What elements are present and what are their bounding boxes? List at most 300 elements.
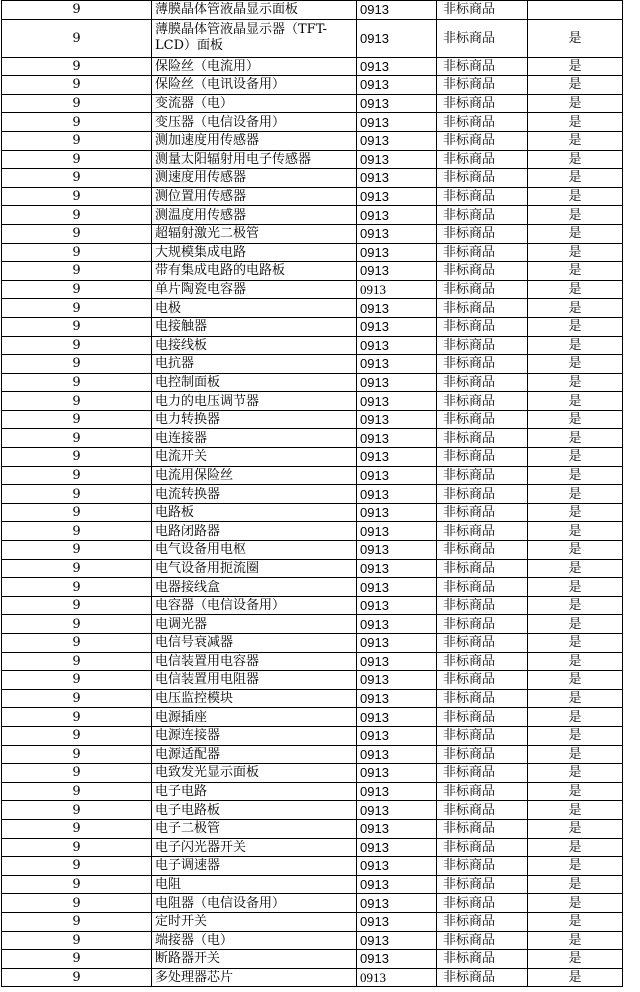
product-name-cell: 测速度用传感器 — [152, 169, 357, 188]
table-row — [2, 150, 623, 169]
flag-cell: 是 — [528, 522, 623, 541]
category-cell: 非标商品 — [437, 485, 528, 504]
chapter-cell: 9 — [2, 187, 152, 206]
category-cell: 非标商品 — [437, 875, 528, 894]
chapter-cell: 9 — [2, 392, 152, 411]
product-name-cell: 电气设备用电枢 — [152, 541, 357, 560]
category-cell: 非标商品 — [437, 764, 528, 783]
flag-cell: 是 — [528, 931, 623, 950]
flag-cell: 是 — [528, 485, 623, 504]
category-cell: 非标商品 — [437, 541, 528, 560]
product-name-cell: 薄膜晶体管液晶显示面板 — [152, 1, 357, 20]
flag-cell: 是 — [528, 466, 623, 485]
flag-cell: 是 — [528, 541, 623, 560]
flag-cell: 是 — [528, 262, 623, 281]
code-cell: 0913 — [357, 262, 437, 281]
table-row — [2, 596, 623, 615]
chapter-cell: 9 — [2, 745, 152, 764]
table-row — [2, 131, 623, 150]
product-name-cell: 保险丝（电讯设备用） — [152, 76, 357, 95]
table-row — [2, 522, 623, 541]
code-cell: 0913 — [357, 634, 437, 653]
code-cell: 0913 — [357, 206, 437, 225]
chapter-cell: 9 — [2, 76, 152, 95]
flag-cell: 是 — [528, 875, 623, 894]
product-name-cell: 电流开关 — [152, 448, 357, 467]
category-cell: 非标商品 — [437, 94, 528, 113]
table-row — [2, 429, 623, 448]
product-name-cell: 电信号衰减器 — [152, 634, 357, 653]
product-name-cell: 保险丝（电流用） — [152, 57, 357, 76]
product-name-cell: 电致发光显示面板 — [152, 764, 357, 783]
category-cell: 非标商品 — [437, 373, 528, 392]
flag-cell: 是 — [528, 503, 623, 522]
category-cell: 非标商品 — [437, 894, 528, 913]
category-cell: 非标商品 — [437, 466, 528, 485]
flag-cell: 是 — [528, 726, 623, 745]
category-cell: 非标商品 — [437, 726, 528, 745]
table-row — [2, 745, 623, 764]
flag-cell: 是 — [528, 57, 623, 76]
chapter-cell: 9 — [2, 950, 152, 969]
table-row — [2, 113, 623, 132]
code-cell: 0913 — [357, 819, 437, 838]
product-name-cell: 电接线板 — [152, 336, 357, 355]
table-row — [2, 782, 623, 801]
product-name-cell: 电阻器（电信设备用） — [152, 894, 357, 913]
table-row — [2, 894, 623, 913]
product-name-cell: 电子电路板 — [152, 801, 357, 820]
flag-cell: 是 — [528, 764, 623, 783]
category-cell: 非标商品 — [437, 782, 528, 801]
flag-cell: 是 — [528, 689, 623, 708]
product-name-cell: 电力的电压调节器 — [152, 392, 357, 411]
code-cell: 0913 — [357, 410, 437, 429]
chapter-cell: 9 — [2, 94, 152, 113]
table-row — [2, 76, 623, 95]
category-cell: 非标商品 — [437, 336, 528, 355]
table-row — [2, 373, 623, 392]
chapter-cell: 9 — [2, 894, 152, 913]
chapter-cell: 9 — [2, 57, 152, 76]
chapter-cell: 9 — [2, 317, 152, 336]
table-row — [2, 968, 623, 987]
flag-cell — [528, 1, 623, 20]
code-cell: 0913 — [357, 150, 437, 169]
code-cell: 0913 — [357, 503, 437, 522]
flag-cell: 是 — [528, 224, 623, 243]
code-cell: 0913 — [357, 1, 437, 20]
code-cell: 0913 — [357, 485, 437, 504]
category-cell: 非标商品 — [437, 57, 528, 76]
category-cell: 非标商品 — [437, 224, 528, 243]
chapter-cell: 9 — [2, 838, 152, 857]
table-row — [2, 243, 623, 262]
code-cell: 0913 — [357, 76, 437, 95]
code-cell: 0913 — [357, 596, 437, 615]
table-row — [2, 838, 623, 857]
product-name-cell: 电源插座 — [152, 708, 357, 727]
chapter-cell: 9 — [2, 448, 152, 467]
code-cell: 0913 — [357, 968, 437, 987]
flag-cell: 是 — [528, 950, 623, 969]
category-cell: 非标商品 — [437, 150, 528, 169]
product-name-cell: 测位置用传感器 — [152, 187, 357, 206]
code-cell: 0913 — [357, 894, 437, 913]
goods-table — [1, 0, 623, 987]
chapter-cell: 9 — [2, 726, 152, 745]
category-cell: 非标商品 — [437, 113, 528, 132]
category-cell: 非标商品 — [437, 950, 528, 969]
category-cell: 非标商品 — [437, 745, 528, 764]
code-cell: 0913 — [357, 131, 437, 150]
table-row — [2, 19, 623, 57]
table-row — [2, 336, 623, 355]
chapter-cell: 9 — [2, 206, 152, 225]
code-cell: 0913 — [357, 541, 437, 560]
code-cell: 0913 — [357, 931, 437, 950]
table-row — [2, 615, 623, 634]
code-cell: 0913 — [357, 689, 437, 708]
code-cell: 0913 — [357, 113, 437, 132]
product-name-cell: 超辐射激光二极管 — [152, 224, 357, 243]
table-row — [2, 708, 623, 727]
category-cell: 非标商品 — [437, 1, 528, 20]
category-cell: 非标商品 — [437, 615, 528, 634]
table-row — [2, 931, 623, 950]
flag-cell: 是 — [528, 671, 623, 690]
category-cell: 非标商品 — [437, 262, 528, 281]
table-row — [2, 410, 623, 429]
code-cell: 0913 — [357, 243, 437, 262]
code-cell: 0913 — [357, 373, 437, 392]
table-row — [2, 634, 623, 653]
code-cell: 0913 — [357, 299, 437, 318]
chapter-cell: 9 — [2, 708, 152, 727]
category-cell: 非标商品 — [437, 355, 528, 374]
code-cell: 0913 — [357, 615, 437, 634]
product-name-cell: 电控制面板 — [152, 373, 357, 392]
chapter-cell: 9 — [2, 429, 152, 448]
code-cell: 0913 — [357, 857, 437, 876]
chapter-cell: 9 — [2, 912, 152, 931]
chapter-cell: 9 — [2, 336, 152, 355]
flag-cell: 是 — [528, 280, 623, 299]
flag-cell: 是 — [528, 429, 623, 448]
table-row — [2, 57, 623, 76]
chapter-cell: 9 — [2, 559, 152, 578]
category-cell: 非标商品 — [437, 187, 528, 206]
category-cell: 非标商品 — [437, 243, 528, 262]
code-cell: 0913 — [357, 875, 437, 894]
chapter-cell: 9 — [2, 131, 152, 150]
code-cell: 0913 — [357, 522, 437, 541]
table-row — [2, 541, 623, 560]
category-cell: 非标商品 — [437, 819, 528, 838]
chapter-cell: 9 — [2, 819, 152, 838]
table-row — [2, 950, 623, 969]
table-row — [2, 299, 623, 318]
product-name-cell: 电调光器 — [152, 615, 357, 634]
product-name-cell: 多处理器芯片 — [152, 968, 357, 987]
product-name-cell: 电压监控模块 — [152, 689, 357, 708]
product-name-cell: 电子调速器 — [152, 857, 357, 876]
table-row — [2, 652, 623, 671]
flag-cell: 是 — [528, 187, 623, 206]
code-cell: 0913 — [357, 317, 437, 336]
flag-cell: 是 — [528, 782, 623, 801]
table-row — [2, 689, 623, 708]
flag-cell: 是 — [528, 131, 623, 150]
code-cell: 0913 — [357, 708, 437, 727]
flag-cell: 是 — [528, 857, 623, 876]
product-name-cell: 测量太阳辐射用电子传感器 — [152, 150, 357, 169]
table-row — [2, 875, 623, 894]
code-cell: 0913 — [357, 94, 437, 113]
product-name-cell: 电子闪光器开关 — [152, 838, 357, 857]
chapter-cell: 9 — [2, 522, 152, 541]
product-name-cell: 单片陶瓷电容器 — [152, 280, 357, 299]
code-cell: 0913 — [357, 224, 437, 243]
code-cell: 0913 — [357, 671, 437, 690]
product-name-cell: 电流转换器 — [152, 485, 357, 504]
code-cell: 0913 — [357, 726, 437, 745]
flag-cell: 是 — [528, 169, 623, 188]
flag-cell: 是 — [528, 894, 623, 913]
product-name-cell: 大规模集成电路 — [152, 243, 357, 262]
table-row — [2, 578, 623, 597]
category-cell: 非标商品 — [437, 559, 528, 578]
product-name-cell: 电接触器 — [152, 317, 357, 336]
flag-cell: 是 — [528, 596, 623, 615]
code-cell: 0913 — [357, 169, 437, 188]
flag-cell: 是 — [528, 392, 623, 411]
flag-cell: 是 — [528, 19, 623, 57]
chapter-cell: 9 — [2, 150, 152, 169]
chapter-cell: 9 — [2, 1, 152, 20]
flag-cell: 是 — [528, 76, 623, 95]
product-name-cell: 电抗器 — [152, 355, 357, 374]
table-row — [2, 671, 623, 690]
code-cell: 0913 — [357, 57, 437, 76]
product-name-cell: 薄膜晶体管液晶显示器（TFT-LCD）面板 — [152, 19, 357, 57]
chapter-cell: 9 — [2, 19, 152, 57]
code-cell: 0913 — [357, 392, 437, 411]
category-cell: 非标商品 — [437, 857, 528, 876]
product-name-cell: 电路闭路器 — [152, 522, 357, 541]
table-row — [2, 801, 623, 820]
flag-cell: 是 — [528, 838, 623, 857]
table-row — [2, 280, 623, 299]
chapter-cell: 9 — [2, 485, 152, 504]
code-cell: 0913 — [357, 336, 437, 355]
chapter-cell: 9 — [2, 652, 152, 671]
category-cell: 非标商品 — [437, 19, 528, 57]
category-cell: 非标商品 — [437, 968, 528, 987]
chapter-cell: 9 — [2, 410, 152, 429]
chapter-cell: 9 — [2, 113, 152, 132]
category-cell: 非标商品 — [437, 578, 528, 597]
code-cell: 0913 — [357, 355, 437, 374]
flag-cell: 是 — [528, 708, 623, 727]
code-cell: 0913 — [357, 912, 437, 931]
product-name-cell: 电连接器 — [152, 429, 357, 448]
category-cell: 非标商品 — [437, 671, 528, 690]
chapter-cell: 9 — [2, 596, 152, 615]
chapter-cell: 9 — [2, 689, 152, 708]
flag-cell: 是 — [528, 819, 623, 838]
flag-cell: 是 — [528, 912, 623, 931]
flag-cell: 是 — [528, 634, 623, 653]
code-cell: 0913 — [357, 280, 437, 299]
code-cell: 0913 — [357, 745, 437, 764]
category-cell: 非标商品 — [437, 634, 528, 653]
table-row — [2, 94, 623, 113]
table-row — [2, 559, 623, 578]
code-cell: 0913 — [357, 652, 437, 671]
flag-cell: 是 — [528, 410, 623, 429]
flag-cell: 是 — [528, 373, 623, 392]
table-row — [2, 466, 623, 485]
code-cell: 0913 — [357, 429, 437, 448]
flag-cell: 是 — [528, 243, 623, 262]
product-name-cell: 电信装置用电容器 — [152, 652, 357, 671]
code-cell: 0913 — [357, 838, 437, 857]
flag-cell: 是 — [528, 968, 623, 987]
table-row — [2, 857, 623, 876]
category-cell: 非标商品 — [437, 596, 528, 615]
category-cell: 非标商品 — [437, 169, 528, 188]
category-cell: 非标商品 — [437, 689, 528, 708]
chapter-cell: 9 — [2, 224, 152, 243]
category-cell: 非标商品 — [437, 801, 528, 820]
code-cell: 0913 — [357, 578, 437, 597]
product-name-cell: 变压器（电信设备用） — [152, 113, 357, 132]
table-row — [2, 503, 623, 522]
table-row — [2, 726, 623, 745]
category-cell: 非标商品 — [437, 317, 528, 336]
product-name-cell: 端接器（电） — [152, 931, 357, 950]
product-name-cell: 电源连接器 — [152, 726, 357, 745]
product-name-cell: 电子二极管 — [152, 819, 357, 838]
category-cell: 非标商品 — [437, 410, 528, 429]
chapter-cell: 9 — [2, 671, 152, 690]
table-row — [2, 317, 623, 336]
category-cell: 非标商品 — [437, 448, 528, 467]
chapter-cell: 9 — [2, 634, 152, 653]
chapter-cell: 9 — [2, 782, 152, 801]
flag-cell: 是 — [528, 113, 623, 132]
product-name-cell: 电流用保险丝 — [152, 466, 357, 485]
product-name-cell: 断路器开关 — [152, 950, 357, 969]
flag-cell: 是 — [528, 448, 623, 467]
table-row — [2, 448, 623, 467]
table-row — [2, 206, 623, 225]
product-name-cell: 电信装置用电阻器 — [152, 671, 357, 690]
chapter-cell: 9 — [2, 931, 152, 950]
product-name-cell: 带有集成电路的电路板 — [152, 262, 357, 281]
category-cell: 非标商品 — [437, 131, 528, 150]
code-cell: 0913 — [357, 801, 437, 820]
chapter-cell: 9 — [2, 262, 152, 281]
table-row — [2, 355, 623, 374]
category-cell: 非标商品 — [437, 912, 528, 931]
chapter-cell: 9 — [2, 875, 152, 894]
product-name-cell: 电阻 — [152, 875, 357, 894]
category-cell: 非标商品 — [437, 76, 528, 95]
flag-cell: 是 — [528, 150, 623, 169]
chapter-cell: 9 — [2, 857, 152, 876]
code-cell: 0913 — [357, 559, 437, 578]
product-name-cell: 电器接线盒 — [152, 578, 357, 597]
flag-cell: 是 — [528, 745, 623, 764]
table-row — [2, 1, 623, 20]
chapter-cell: 9 — [2, 355, 152, 374]
chapter-cell: 9 — [2, 541, 152, 560]
chapter-cell: 9 — [2, 169, 152, 188]
flag-cell: 是 — [528, 652, 623, 671]
category-cell: 非标商品 — [437, 429, 528, 448]
chapter-cell: 9 — [2, 243, 152, 262]
product-name-cell: 电源适配器 — [152, 745, 357, 764]
chapter-cell: 9 — [2, 764, 152, 783]
table-row — [2, 819, 623, 838]
chapter-cell: 9 — [2, 578, 152, 597]
code-cell: 0913 — [357, 764, 437, 783]
chapter-cell: 9 — [2, 503, 152, 522]
product-name-cell: 定时开关 — [152, 912, 357, 931]
category-cell: 非标商品 — [437, 838, 528, 857]
category-cell: 非标商品 — [437, 708, 528, 727]
product-name-cell: 电极 — [152, 299, 357, 318]
chapter-cell: 9 — [2, 968, 152, 987]
chapter-cell: 9 — [2, 801, 152, 820]
product-name-cell: 电力转换器 — [152, 410, 357, 429]
table-row — [2, 262, 623, 281]
category-cell: 非标商品 — [437, 931, 528, 950]
flag-cell: 是 — [528, 336, 623, 355]
table-row — [2, 392, 623, 411]
chapter-cell: 9 — [2, 615, 152, 634]
product-name-cell: 电气设备用扼流圈 — [152, 559, 357, 578]
chapter-cell: 9 — [2, 466, 152, 485]
chapter-cell: 9 — [2, 299, 152, 318]
product-name-cell: 电容器（电信设备用） — [152, 596, 357, 615]
flag-cell: 是 — [528, 317, 623, 336]
code-cell: 0913 — [357, 187, 437, 206]
category-cell: 非标商品 — [437, 280, 528, 299]
flag-cell: 是 — [528, 299, 623, 318]
table-row — [2, 224, 623, 243]
flag-cell: 是 — [528, 578, 623, 597]
product-name-cell: 电路板 — [152, 503, 357, 522]
flag-cell: 是 — [528, 801, 623, 820]
product-name-cell: 测加速度用传感器 — [152, 131, 357, 150]
chapter-cell: 9 — [2, 280, 152, 299]
product-name-cell: 电子电路 — [152, 782, 357, 801]
flag-cell: 是 — [528, 206, 623, 225]
flag-cell: 是 — [528, 559, 623, 578]
chapter-cell: 9 — [2, 373, 152, 392]
category-cell: 非标商品 — [437, 299, 528, 318]
product-name-cell: 测温度用传感器 — [152, 206, 357, 225]
category-cell: 非标商品 — [437, 392, 528, 411]
code-cell: 0913 — [357, 950, 437, 969]
table-row — [2, 485, 623, 504]
category-cell: 非标商品 — [437, 206, 528, 225]
table-row — [2, 912, 623, 931]
product-name-cell: 变流器（电） — [152, 94, 357, 113]
